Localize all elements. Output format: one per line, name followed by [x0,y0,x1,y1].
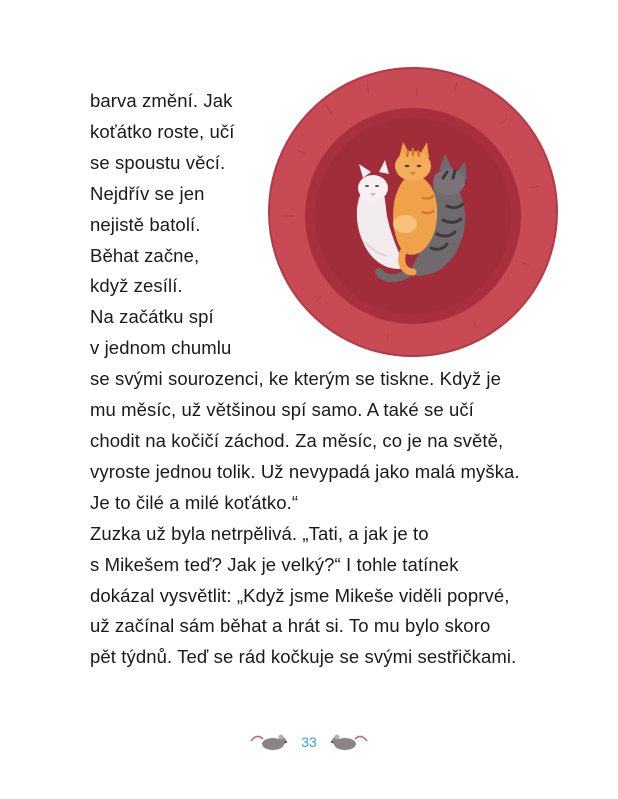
text-line: chodit na kočičí záchod. Za měsíc, co je na světě, [90,429,504,451]
text-line: s Mikešem teď? Jak je velký?“ I tohle tatínek [90,553,459,575]
text-line: už začínal sám běhat a hrát si. To mu bylo skoro [90,615,491,637]
text-line: když zesílí. [90,275,183,297]
text-line: v jednom chumlu [90,337,232,359]
text-line: koťátko roste, učí [90,120,235,142]
text-line: Na začátku spí [90,306,214,328]
text-line: nejistě batolí. [90,213,201,235]
text-line: Je to čilé a milé koťátko.“ [90,491,299,513]
kittens-in-bed-illustration [267,66,559,358]
text-line: Nejdřív se jen [90,182,205,204]
text-line: mu měsíc, už většinou spí samo. A také se učí [90,399,474,421]
text-line: se svými sourozenci, ke kterým se tiskne. Když je [90,368,502,390]
page-footer [0,727,618,757]
page-number: 33 [301,734,317,750]
text-line: dokázal vysvětlit: „Když jsme Mikeše viděli poprvé, [90,584,510,606]
text-line: Běhat začne, [90,244,200,266]
text-line: vyroste jednou tolik. Už nevypadá jako malá myška. [90,460,520,482]
mouse-right-icon [325,731,369,753]
text-line: barva změní. Jak [90,90,233,111]
text-line: pět týdnů. Teď se rád kočkuje se svými sestřičkami. [90,646,517,668]
text-line: Zuzka už byla netrpělivá. „Tati, a jak je to [90,522,429,544]
text-line: se spoustu věcí. [90,151,226,173]
mouse-left-icon [249,731,293,753]
